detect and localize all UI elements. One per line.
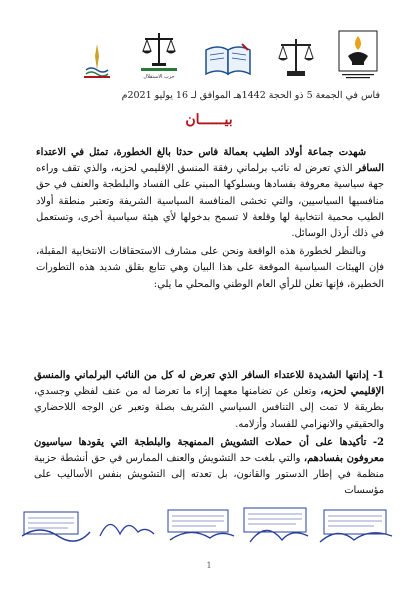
page-number: 1 (206, 561, 212, 570)
item-lead: 2- تأكيدها على أن حملات التشويش الممنهجة والبلطجة التي يقودها سياسيون معروفون بفسادهم، (34, 436, 384, 465)
book-logo (202, 40, 254, 80)
statement-items (34, 368, 384, 502)
lamp-logo (338, 30, 378, 80)
istiqlal-logo (137, 29, 181, 80)
statement-body (36, 145, 384, 295)
scales-icon (137, 29, 181, 73)
paragraph (36, 244, 384, 293)
justice-scales-icon (275, 36, 317, 80)
scales-logo-dark (275, 36, 317, 80)
sea-logo (78, 40, 116, 80)
list-item (34, 368, 384, 433)
logo-strip (78, 18, 378, 80)
stamp (168, 510, 234, 540)
paragraph (36, 145, 384, 242)
sea-logo-icon (78, 40, 116, 80)
stamp (244, 508, 308, 542)
stamp (320, 510, 392, 542)
signature (100, 524, 154, 536)
item-text: وتعلن عن تضامنها معهما إزاء ما تعرضا له من عنف لفظي وجسدي، بطريقة لا تمت إلى التنافس السياسي الشريف بصلة وتعبر عن الوجه اللاحضاري والحقيقي والانهزامي للفساد وأزلامه. (34, 386, 384, 430)
signatures-stamps (20, 506, 400, 548)
book-icon (202, 40, 254, 80)
lamp-icon (338, 30, 378, 80)
item-lead: 1- إدانتها الشديدة للاعتداء السافر الذي تعرض له كل من النائب البرلماني والمنسق الإقليمي لحزبه، (34, 370, 384, 398)
paragraph-text: الذي تعرض له نائب برلماني رفقة المنسق الإقليمي لحزبه، والذي تقف وراءه جهة سياسية معروفة بفسادها وبسلوكها المبني على الفساد والبلطجة والعنف في حق منافسيها السياسيين، والتي تخشى المنافسة السياسية الشريفة وتعتبر منطقة أولاد الطيب محمية انتخابية لها وقلعة لا تسمح بدخولها لأي هيئة سياسية أخرى، وتستعمل في ذلك أرذل الوسائل. (36, 163, 384, 240)
paragraph-lead: شهدت جماعة أولاد الطيب بعمالة فاس حدثا بالغ الخطورة، تمثل في الاعتداء السافر (36, 147, 384, 175)
statement-title: بيــــــان (185, 112, 233, 128)
logo-caption: حزب الاستقلال (143, 74, 175, 80)
stamp (22, 512, 90, 541)
item-text: والتي بلغت حد التشويش والعنف الممارس في حق أنشطة حزبية منظمة في إطار الدستور والقانون، بل تعدته إلى التشويش بنفس الأساليب على مؤسسات (34, 453, 384, 497)
dateline: فاس في الجمعة 5 ذو الحجة 1442هـ الموافق لـ 16 يوليو 2021م (121, 90, 380, 101)
list-item (34, 435, 384, 500)
paragraph-text: وبالنظر لخطورة هذه الواقعة ونحن على مشارف الاستحقاقات الانتخابية المقبلة، فإن الهيئات السياسية الموقعة على هذا البيان وهي تتابع بقلق شديد هذه التطورات الخطيرة، فإنها تعلن للرأي العام الوطني والمحلي ما يلي: (36, 246, 384, 290)
